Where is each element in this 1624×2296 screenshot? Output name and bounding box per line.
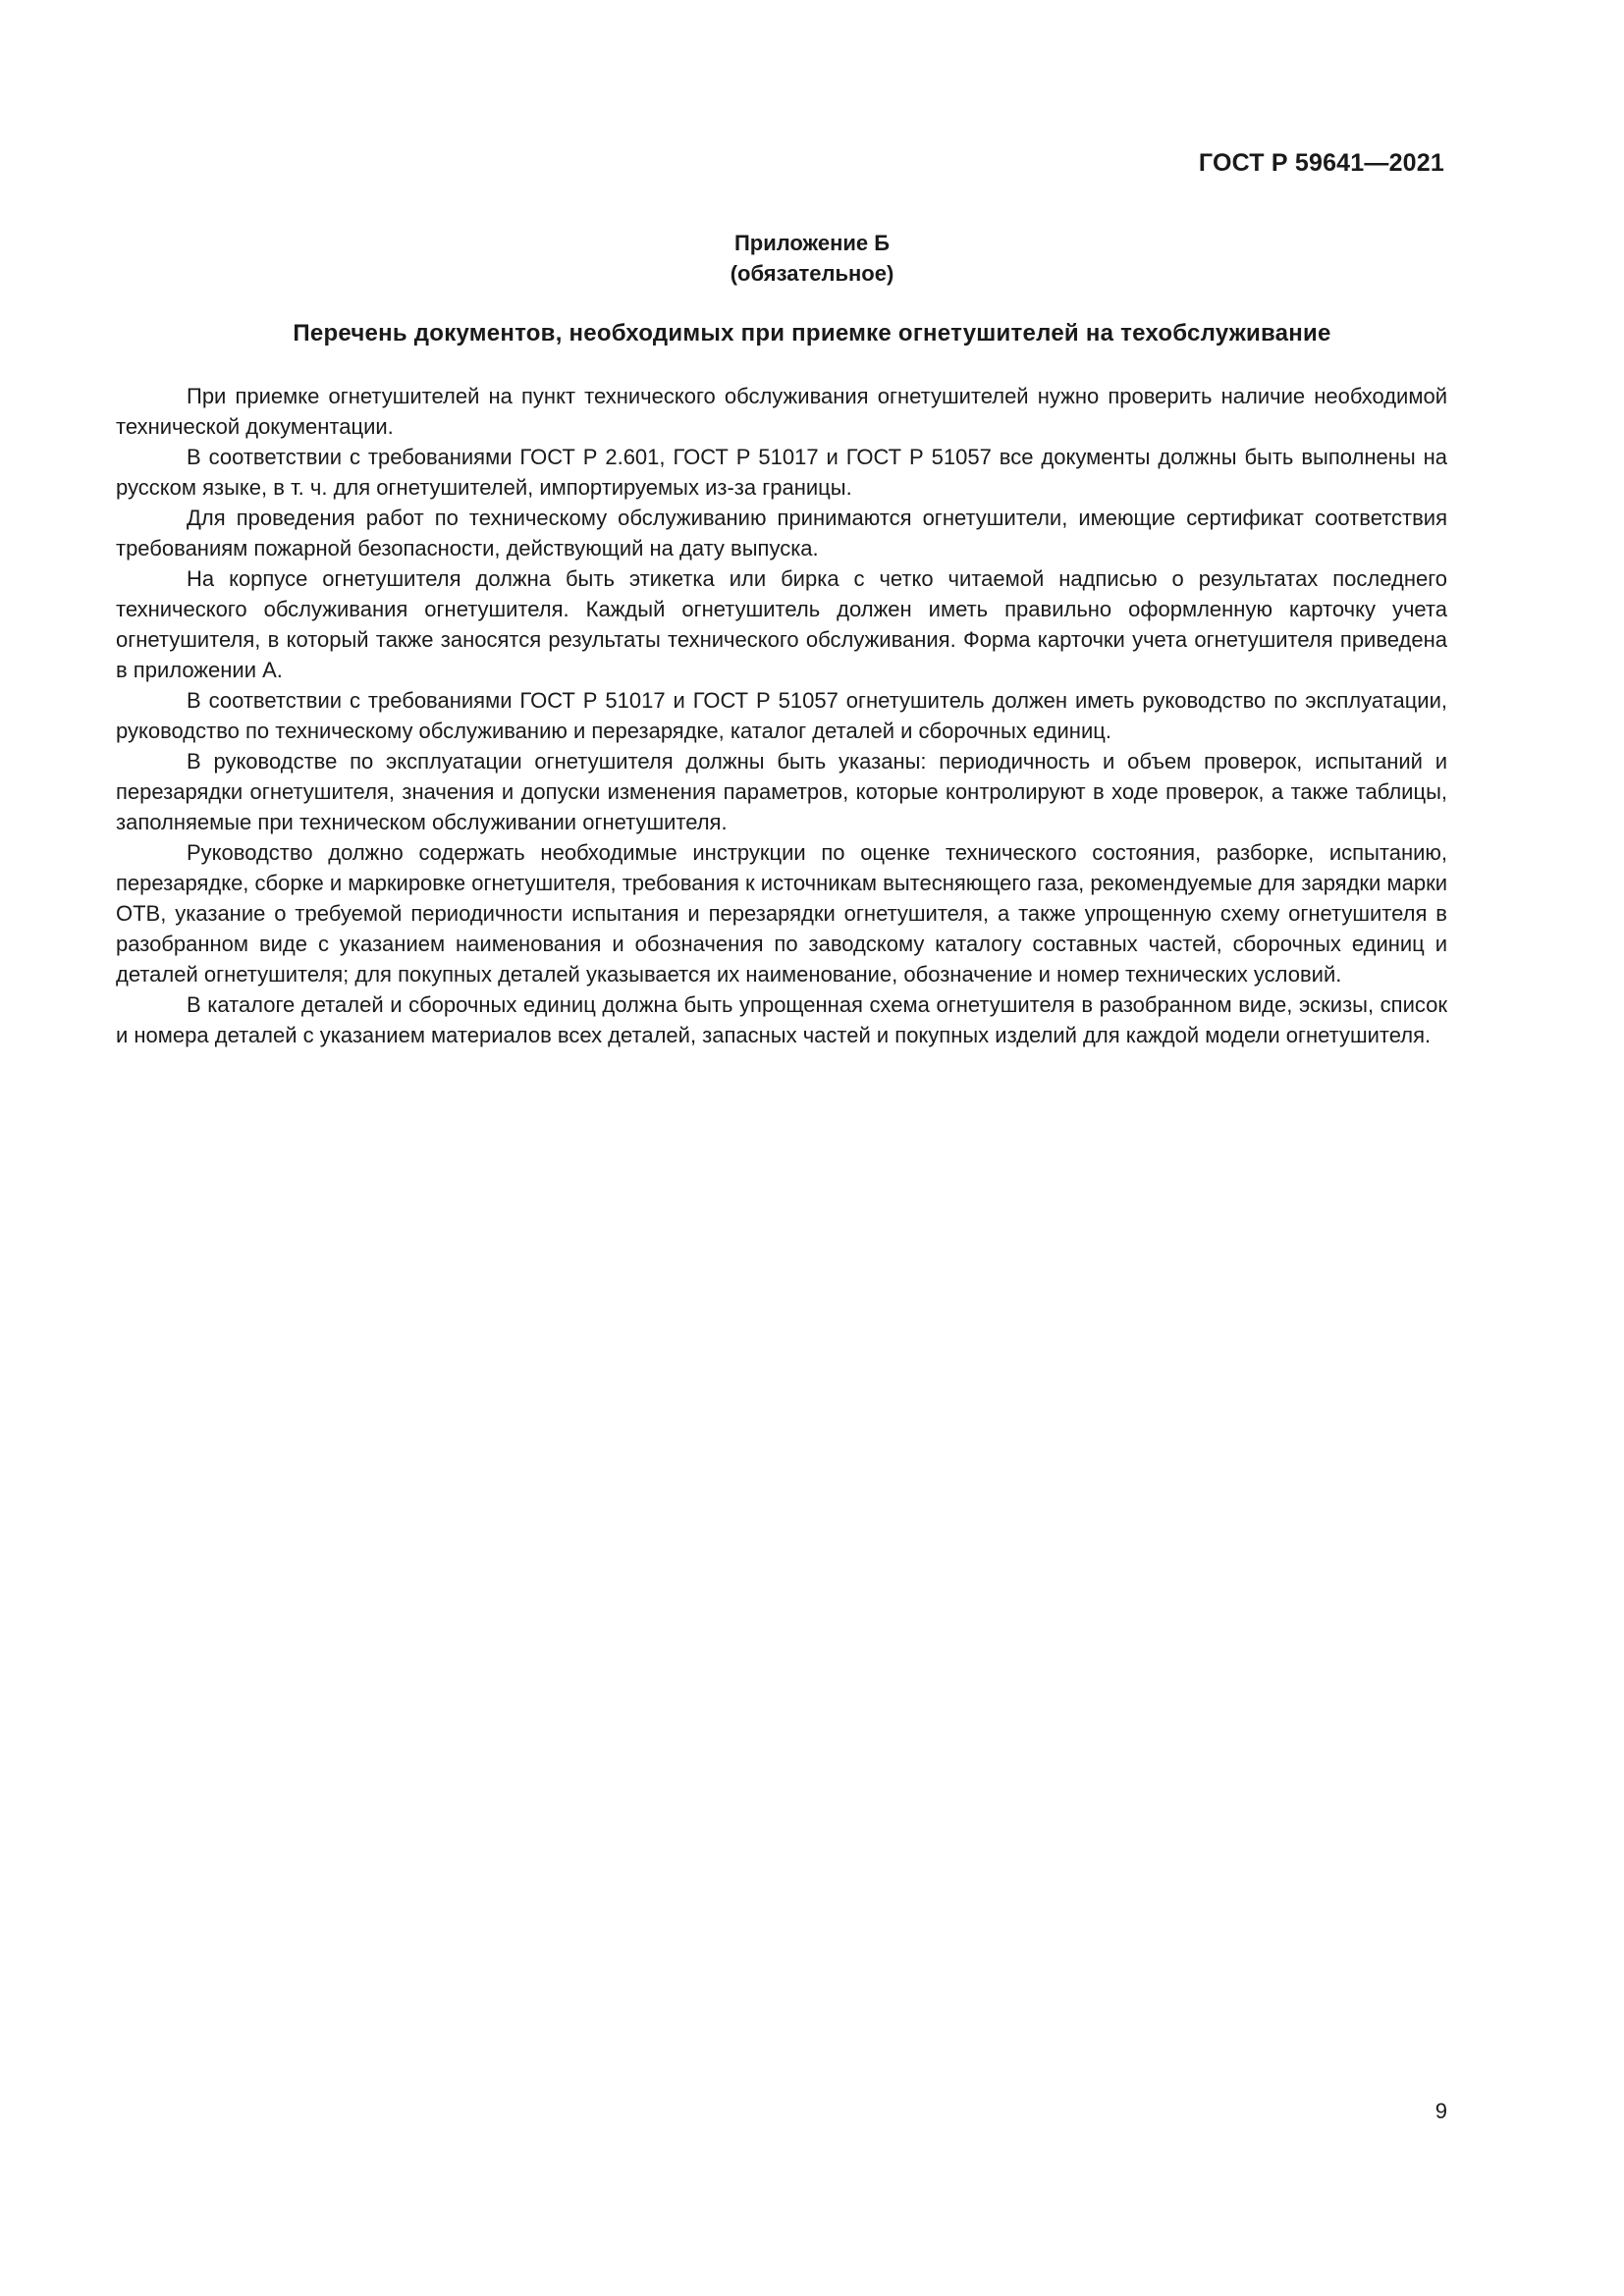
paragraph: Руководство должно содержать необходимые инструкции по оценке технического состояния, разборке, испытанию, перезарядке, сборке и маркировке огнетушителя, требования к источникам вытесняющего газа, рекомендуемые для зарядки марки ОТВ, указание о требуемой периодичности испытания и перезарядки огнетушителя, а также упрощенную схему огнетушителя в разобранном виде с указанием наименования и обозначения по заводскому каталогу составных частей, сборочных единиц и деталей огнетушителя; для покупных деталей указывается их наименование, обозначение и номер технических условий. (116, 840, 1447, 987)
document-code: ГОСТ Р 59641—2021 (1198, 149, 1444, 177)
paragraph: В каталоге деталей и сборочных единиц должна быть упрощенная схема огнетушителя в разобранном виде, эскизы, список и номера деталей с указанием материалов всех деталей, запасных частей и покупных изделий для каждой модели огнетушителя. (116, 992, 1447, 1047)
paragraph: В соответствии с требованиями ГОСТ Р 2.601, ГОСТ Р 51017 и ГОСТ Р 51057 все документы должны быть выполнены на русском языке, в т. ч. для огнетушителей, импортируемых из-за границы. (116, 445, 1447, 500)
paragraph: При приемке огнетушителей на пункт технического обслуживания огнетушителей нужно проверить наличие необходимой технической документации. (116, 384, 1447, 439)
appendix-heading (0, 228, 1624, 289)
appendix-status: (обязательное) (730, 261, 894, 286)
appendix-label: Приложение Б (733, 231, 891, 255)
paragraph: На корпусе огнетушителя должна быть этикетка или бирка с четко читаемой надписью о результатах последнего технического обслуживания огнетушителя. Каждый огнетушитель должен иметь правильно оформленную карточку учета огнетушителя, в который также заносятся результаты технического обслуживания. Форма карточки учета огнетушителя приведена в приложении А. (116, 566, 1447, 682)
paragraph: Для проведения работ по техническому обслуживанию принимаются огнетушители, имеющие сертификат соответствия требованиям пожарной безопасности, действующий на дату выпуска. (116, 506, 1447, 561)
page-number: 9 (1435, 2099, 1447, 2123)
paragraph: В руководстве по эксплуатации огнетушителя должны быть указаны: периодичность и объем проверок, испытаний и перезарядки огнетушителя, значения и допуски изменения параметров, которые контролируют в ходе проверок, а также таблицы, заполняемые при техническом обслуживании огнетушителя. (116, 749, 1447, 834)
body-text (116, 381, 1447, 1050)
appendix-title: Перечень документов, необходимых при приемке огнетушителей на техобслуживание (293, 320, 1331, 347)
paragraph: В соответствии с требованиями ГОСТ Р 51017 и ГОСТ Р 51057 огнетушитель должен иметь руководство по эксплуатации, руководство по техническому обслуживанию и перезарядке, каталог деталей и сборочных единиц. (116, 688, 1447, 743)
